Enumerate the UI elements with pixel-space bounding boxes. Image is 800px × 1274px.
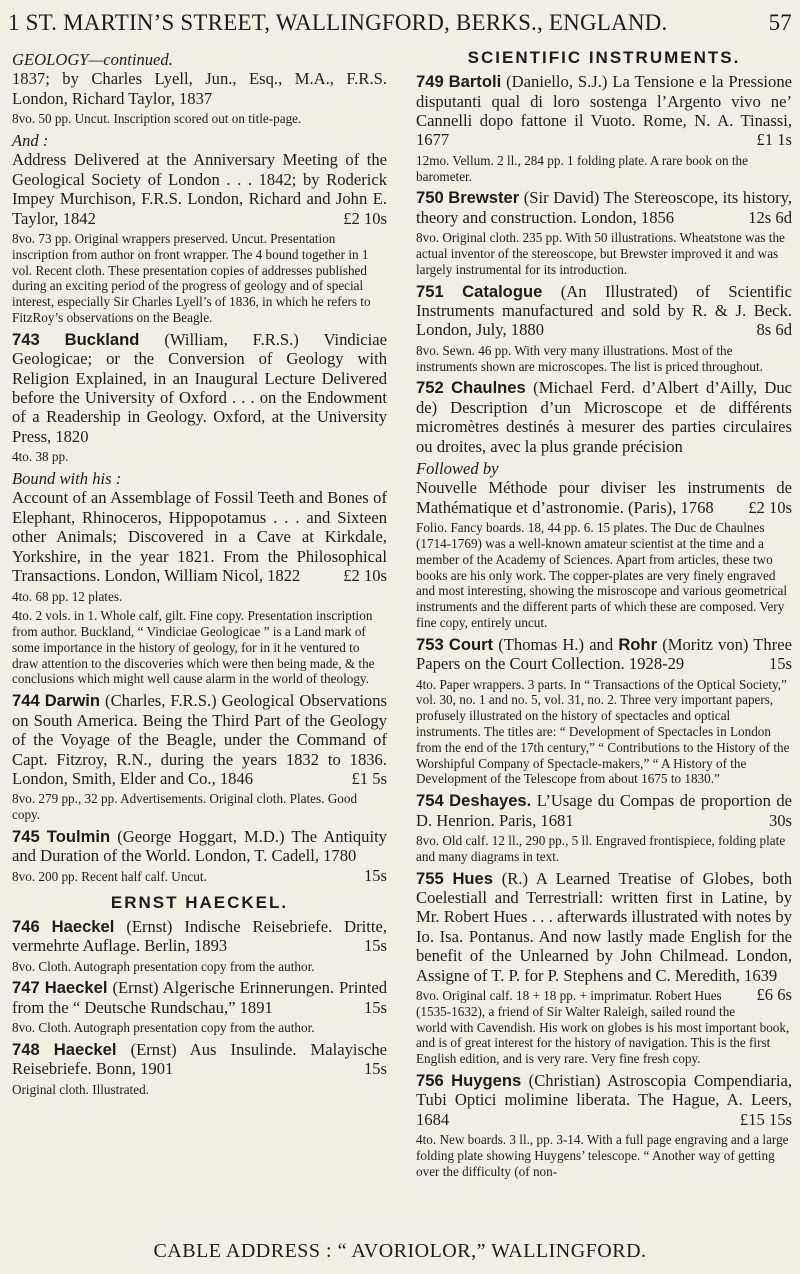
coauthor-name: Rohr	[618, 634, 658, 654]
entry-745-note: 8vo. 200 pp. Recent half calf. Uncut.	[12, 868, 207, 884]
entry-text: (R.) A Learned Treatise of Globes, both Coelestiall and Terrestriall: written first in Latine, by Mr. Robert Hues . . . afterwards illustrated with notes by Io. Isa. Pontanus. And now lastly made English for the benefit of the Unlearned by John Chilmead. London, Assigne of T. P. for P. Stephens and C. Meredith, 1639	[416, 868, 793, 985]
author-name: Chaulnes	[451, 378, 526, 398]
entry-text: L’Usage du Compas de proportion de D. Henrion. Paris, 1681	[416, 791, 792, 830]
entry-753	[416, 635, 792, 674]
entry-752-follow	[416, 478, 792, 517]
cable-address: CABLE ADDRESS : “ AVORIOLOR,” WALLINGFORD.	[153, 1240, 647, 1262]
address-price: £2 10s	[343, 208, 387, 228]
author-name: Bartoli	[448, 72, 502, 92]
entry-746-note: 8vo. Cloth. Autograph presentation copy from the author.	[12, 958, 315, 974]
right-column	[416, 50, 792, 1184]
entry-755-note: 8vo. Original calf. 18 + 18 pp. + imprimatur. Robert Hues (1535-1632), a friend of Sir Walter Raleigh, sailed round the world with Cavendish. His work on globes is his most important book, and is of great interest for the history of navigation. This is the first English edition, and is very rare. Very fine fresh copy.	[416, 988, 790, 1067]
entry-743-price: £2 10s	[343, 566, 387, 586]
entry-748	[12, 1040, 387, 1079]
entry-753-note: 4to. Paper wrappers. 3 parts. In “ Transactions of the Optical Society,” vol. 30, no. 1 and no. 5, vol. 31, no. 2. Three very important papers, profusely illustrated on the history of spectacles and optical instruments. The titles are: “ Development of Spectacles in London from the end of the 17th century,” “ Contributions to the History of the Worshipful Company of Spectacle-makers,” “ A History of the Development of the Telescope from about 1675 to 1830.”	[416, 676, 790, 787]
author-name: Haeckel	[53, 1039, 117, 1059]
entry-price: £6 6s	[756, 985, 792, 1005]
lot-number: 753	[416, 634, 444, 654]
author-name: Haeckel	[51, 916, 115, 936]
entry-price: £15 15s	[739, 1109, 792, 1129]
follow-text: Nouvelle Méthode pour diviser les instruments de Mathématique et d’astronomie. (Paris), 1768	[416, 478, 792, 517]
entry-754-note: 8vo. Old calf. 12 ll., 290 pp., 5 ll. Engraved frontispiece, folding plate and many diagrams in text.	[416, 833, 786, 864]
entry-text: (Ernst) Algerische Erinnerungen. Printed from the “ Deutsche Rundschau,” 1891	[12, 978, 387, 1017]
entry-747-note: 8vo. Cloth. Autograph presentation copy from the author.	[12, 1020, 315, 1036]
entry-756-note: 4to. New boards. 3 ll., pp. 3-14. With a full page engraving and a large folding plate showing Huygens’ telescope. “ Another way of getting over the difficulty (of non-	[416, 1132, 789, 1179]
author-name: Toulmin	[46, 826, 111, 846]
lot-number: 749	[416, 72, 444, 92]
author-name: Catalogue	[462, 281, 543, 301]
entry-price: 15s	[363, 936, 387, 956]
entry-text: (Ernst) Aus Insulinde. Malayische Reisebriefe. Bonn, 1901	[12, 1039, 388, 1079]
followed-label: Followed by	[416, 459, 499, 479]
entry-price: 15s	[363, 1059, 387, 1079]
entry-text: (Thomas H.) and	[498, 634, 614, 654]
entry-749-note: 12mo. Vellum. 2 ll., 284 pp. 1 folding plate. A rare book on the barometer.	[416, 152, 748, 184]
entry-748-note: Original cloth. Illustrated.	[12, 1081, 149, 1097]
entry-755	[416, 868, 793, 1005]
author-name: Buckland	[64, 329, 140, 349]
entry-price: £1 1s	[756, 130, 792, 150]
author-name: Darwin	[44, 691, 101, 711]
entry-1837-note: 8vo. 50 pp. Uncut. Inscription scored out on title-page.	[12, 111, 302, 127]
entry-price: 30s	[768, 810, 792, 830]
entry-1837: 1837; by Charles Lyell, Jun., Esq., M.A., F.R.S. London, Richard Taylor, 1837	[12, 69, 387, 108]
section-title: GEOLOGY—continued.	[12, 50, 173, 69]
entry-752-note: Folio. Fancy boards. 18, 44 pp. 6. 15 plates. The Duc de Chaulnes (1714-1769) was a well-known amateur scientist at the time and a member of the Academy of Sciences. Apart from articles, these two books are his only work. The copper-plates are very finely engraved and most interesting, showing the misroscope and various geometrical instruments and the different parts of which these are composed. Very fine copy, entirely uncut.	[416, 520, 788, 631]
entry-price: £2 10s	[748, 497, 792, 517]
entry-text: (William, F.R.S.) Vindiciae Geologicae; or the Conversion of Geology with Religion Explained, in an Inaugural Lecture Delivered before the University of Oxford . . . on the Endowment of a Readership in Geology. Oxford, at the University Press, 1820	[12, 329, 388, 446]
entry-749	[416, 72, 792, 150]
lot-number: 744	[12, 691, 40, 711]
address-note: 8vo. 73 pp. Original wrappers preserved. Uncut. Presentation inscription from author on front wrapper. The 4 bound together in 1 vol. Recent cloth. These presentation copies of addresses published during an exciting period of the progress of geology and of special interest, especially Sir Charles Lyell’s of 1836, in which he refers to FitzRoy’s observations on the Beagle.	[12, 231, 371, 326]
account-text: Account of an Assemblage of Fossil Teeth and Bones of Elephant, Rhinoceros, Hippopotamus . . . and Sixteen other Animals; Discovered in a Cave at Kirkdale, Yorkshire, in the year 1821. From the Philosophical Transactions. London, William Nicol, 1822	[12, 488, 387, 586]
entry-text: (Christian) Astroscopia Compendiaria, Tubi Optici molimine liberata. The Hague, A. Leers, 1684	[416, 1071, 792, 1129]
lot-number: 754	[416, 791, 444, 811]
address-text: Address Delivered at the Anniversary Meeting of the Geological Society of London . . . 1842; by Roderick Impey Murchison, F.R.S. London, Richard and John E. Taylor, 1842	[12, 150, 387, 228]
lot-number: 743	[12, 329, 40, 349]
author-name: Hues	[452, 868, 494, 888]
entry-price: 8s 6d	[756, 320, 792, 340]
lot-number: 752	[416, 378, 444, 398]
lot-number: 747	[12, 978, 40, 998]
entry-address	[12, 150, 387, 228]
entry-text: (Ernst) Indische Reisebriefe. Dritte, vermehrte Auflage. Berlin, 1893	[12, 916, 388, 956]
author-name: Court	[448, 634, 494, 654]
entry-744-note: 8vo. 279 pp., 32 pp. Advertisements. Original cloth. Plates. Good copy.	[12, 791, 358, 823]
lot-number: 750	[416, 188, 444, 208]
lot-number: 751	[416, 281, 444, 301]
entry-752	[416, 378, 792, 456]
lot-number: 756	[416, 1071, 444, 1091]
lot-number: 746	[12, 916, 40, 936]
author-name: Deshayes.	[449, 791, 532, 811]
lot-number: 748	[12, 1039, 40, 1059]
lot-number: 745	[12, 826, 40, 846]
entry-text: (Sir David) The Stereoscope, its history, theory and construction. London, 1856	[416, 188, 793, 227]
entry-747	[12, 978, 387, 1017]
publisher-address: 1 ST. MARTIN’S STREET, WALLINGFORD, BERKS., ENGLAND.	[8, 10, 668, 35]
entry-756	[416, 1071, 792, 1129]
author-name: Brewster	[448, 188, 520, 208]
entry-750	[416, 188, 792, 227]
and-label: And :	[12, 131, 49, 151]
entry-text: (George Hoggart, M.D.) The Antiquity and Duration of the World. London, T. Cadell, 1780	[12, 826, 387, 866]
haeckel-heading: ERNST HAECKEL.	[110, 892, 289, 912]
entry-text: (Daniello, S.J.) La Tensione e la Pressione disputanti qual di loro sostenga l’Argento vivo ne’ Cannelli dopo fattone il Vuoto. Rome, N. A. Tinassi, 1677	[416, 72, 792, 150]
entry-text: (Michael Ferd. d’Albert d’Ailly, Duc de) Description d’un Microscope et de différents micromètres destinés à mesurer des parties circulaires ou droites, avec la plus grande précision	[416, 378, 793, 456]
author-name: Huygens	[451, 1071, 522, 1091]
entry-price: 15s	[363, 997, 387, 1017]
entry-price: 12s 6d	[748, 207, 792, 227]
entry-text: (An Illustrated) of Scientific Instruments manufactured and sold by R. & J. Beck. London, July, 1880	[416, 281, 792, 340]
entry-750-note: 8vo. Original cloth. 235 pp. With 50 illustrations. Wheatstone was the actual inventor of the stereoscope, but Brewster improved it and was largely instrumental for its introduction.	[416, 230, 785, 277]
entry-754	[416, 791, 792, 830]
entry-751-note: 8vo. Sewn. 46 pp. With very many illustrations. Most of the instruments shown are microscopes. The list is priced throughout.	[416, 342, 763, 374]
entry-746	[12, 917, 387, 956]
entry-743	[12, 330, 387, 446]
entry-text: (Moritz von) Three Papers on the Court Collection. 1928-29	[416, 634, 792, 674]
instruments-heading: SCIENTIFIC INSTRUMENTS.	[467, 48, 741, 67]
bound-label: Bound with his :	[12, 469, 122, 489]
entry-price: 15s	[768, 654, 792, 674]
page-header	[8, 8, 792, 38]
page-number: 57	[768, 10, 792, 35]
left-column	[12, 50, 387, 1102]
entry-743-note3: 4to. 2 vols. in 1. Whole calf, gilt. Fine copy. Presentation inscription from author. Buckland, “ Vindiciae Geologicae ” is a Land mark of some importance in the history of geology, for in it he ventured to draw attention to the discoveries which were then being made, & the conclusions which might well cause alarm in the world of theology.	[12, 608, 375, 687]
entry-743-note2: 4to. 68 pp. 12 plates.	[12, 588, 123, 604]
entry-743-account	[12, 488, 387, 585]
entry-751	[416, 282, 792, 340]
entry-text: (Charles, F.R.S.) Geological Observations on South America. Being the Third Part of the Geology of the Voyage of the Beagle, under the Command of Capt. Fitzroy, R.N., during the years 1832 to 1836. London, Smith, Elder and Co., 1846	[12, 691, 387, 788]
entry-744	[12, 691, 387, 788]
entry-price: £1 5s	[351, 768, 387, 788]
entry-743-note1: 4to. 38 pp.	[12, 449, 69, 465]
entry-price: 15s	[363, 865, 387, 885]
lot-number: 755	[416, 868, 444, 888]
author-name: Haeckel	[44, 978, 108, 998]
